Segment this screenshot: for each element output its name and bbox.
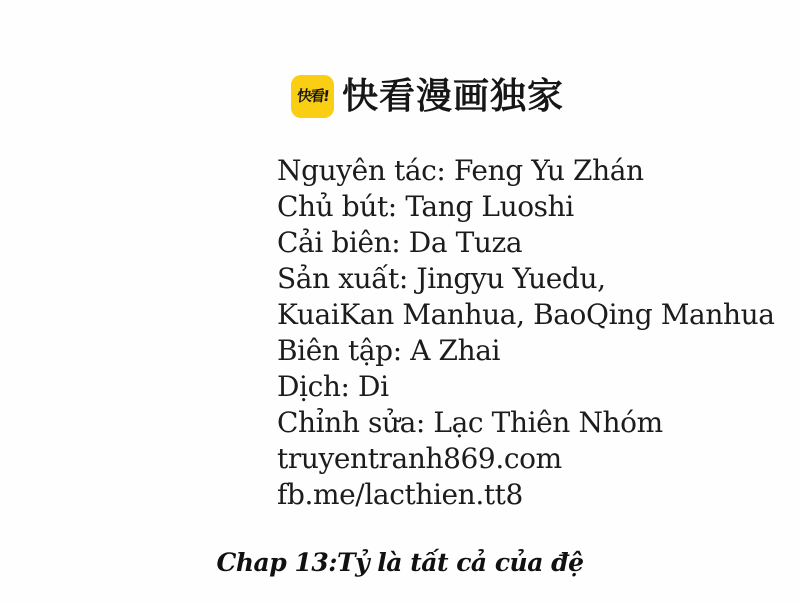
credit-line-editing: Biên tập: A Zhai [277, 334, 501, 367]
credit-line-proofreading-team: Chỉnh sửa: Lạc Thiên Nhóm [277, 406, 663, 439]
credit-line-production-studios: KuaiKan Manhua, BaoQing Manhua [277, 298, 775, 331]
credit-line-original-author: Nguyên tác: Feng Yu Zhán [277, 154, 644, 187]
credit-line-translator: Dịch: Di [277, 370, 389, 403]
credit-line-adaptation: Cải biên: Da Tuza [277, 226, 523, 259]
kuaikan-app-icon [291, 75, 334, 118]
credit-line-website: truyentranh869.com [277, 442, 562, 475]
credits-block [277, 153, 775, 513]
credit-line-editor-in-chief: Chủ bút: Tang Luoshi [277, 190, 574, 223]
chapter-title-caption: Chap 13:Tỷ là tất cả của đệ [216, 548, 584, 577]
kuaikan-brand-wordmark: 快看漫画独家 [342, 76, 565, 117]
kuaikan-app-icon-label: 快看! [296, 87, 329, 105]
credit-line-facebook: fb.me/lacthien.tt8 [277, 478, 523, 511]
kuaikan-logo [291, 75, 564, 118]
credit-line-production: Sản xuất: Jingyu Yuedu, [277, 262, 606, 295]
